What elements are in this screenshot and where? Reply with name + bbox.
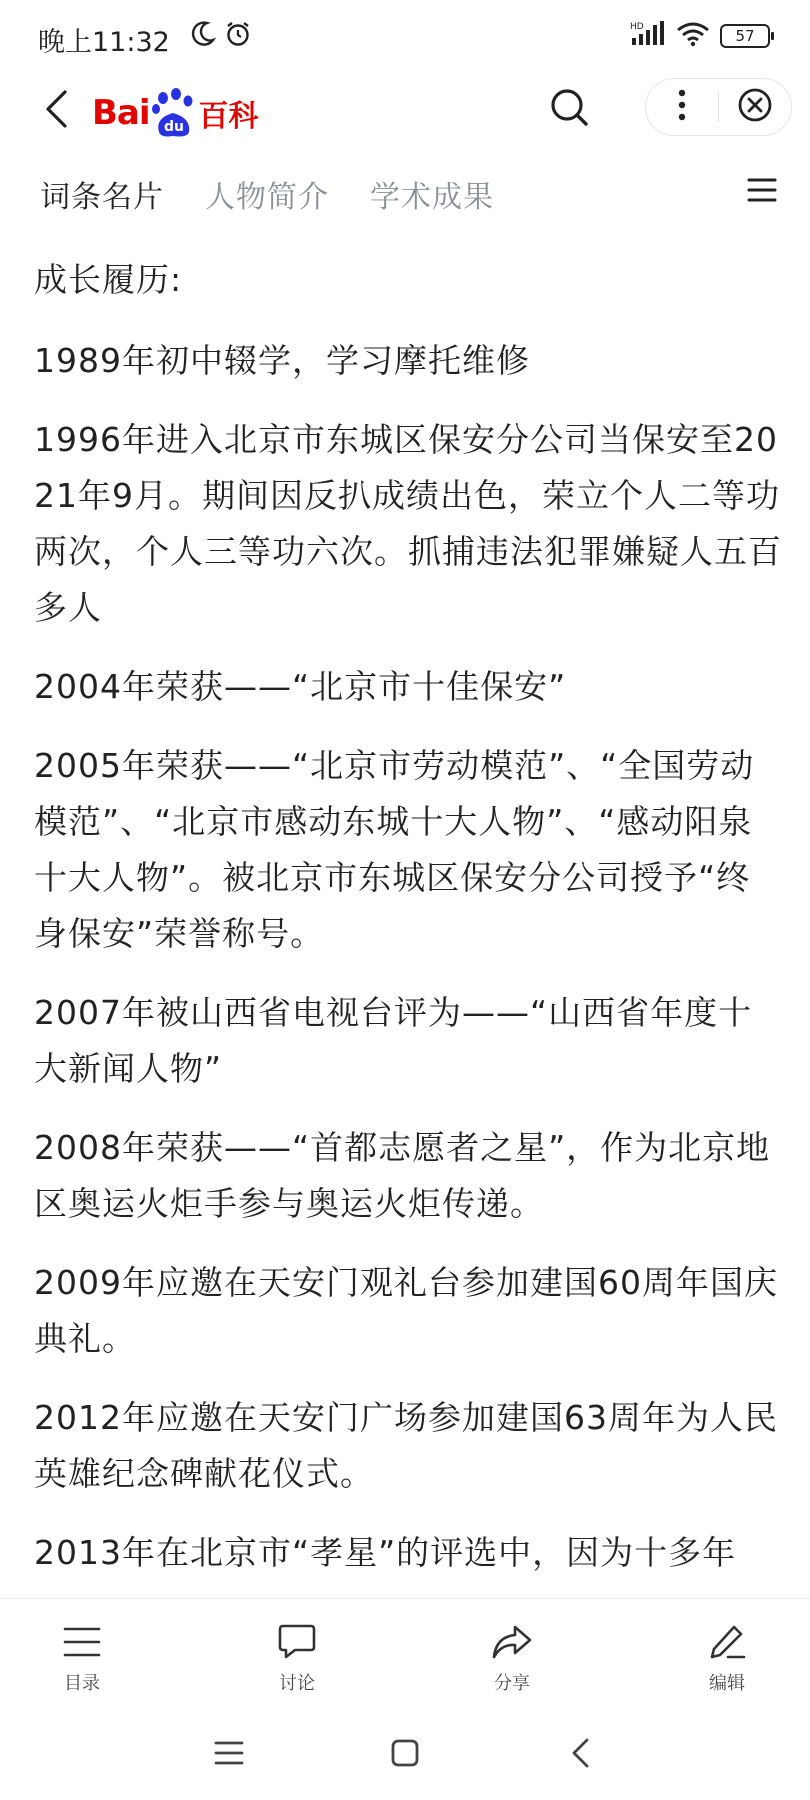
share-label: 分享 [494, 1673, 530, 1694]
tab-academic[interactable]: 学术成果 [370, 180, 494, 215]
paragraph: 2013年在北京市“孝星”的评选中，因为十多年 [34, 1533, 737, 1572]
edit-button[interactable] [682, 1621, 772, 1695]
edit-label: 编辑 [709, 1673, 745, 1694]
share-button[interactable] [467, 1621, 557, 1695]
paragraph: 2008年荣获——“首都志愿者之星”，作为北京地区奥运火炬手参与奥运火炬传递。 [34, 1128, 771, 1223]
home-button[interactable] [380, 1732, 430, 1778]
paragraph: 1996年进入北京市东城区保安分公司当保安至2021年9月。期间因反扒成绩出色，荣立个人二等功两次，个人三等功六次。抓捕违法犯罪嫌疑人五百多人 [34, 420, 782, 627]
alarm-icon [224, 20, 252, 52]
article-content [34, 252, 782, 1592]
signal-icon [630, 20, 666, 52]
status-time: 晚上11:32 [38, 27, 170, 58]
tab-bar [0, 172, 810, 222]
chevron-left-icon [570, 1737, 592, 1773]
toc-label: 目录 [64, 1673, 100, 1694]
wifi-icon [676, 21, 710, 51]
discuss-button[interactable] [252, 1621, 342, 1695]
close-button[interactable] [719, 78, 791, 136]
search-icon [549, 87, 589, 131]
back-button[interactable] [36, 86, 76, 136]
close-circle-icon [737, 87, 773, 127]
baidu-baike-logo [92, 86, 259, 140]
paragraph: 1989年初中辍学，学习摩托维修 [34, 341, 530, 380]
paragraph: 2012年应邀在天安门广场参加建国63周年为人民英雄纪念碑献花仪式。 [34, 1398, 778, 1493]
recents-button[interactable] [204, 1732, 254, 1778]
menu-lines-icon [214, 1740, 244, 1770]
discuss-label: 讨论 [279, 1673, 315, 1694]
battery-indicator: 57 [720, 24, 770, 48]
svg-text:du: du [163, 119, 184, 135]
toc-button[interactable] [37, 1621, 127, 1695]
app-header [0, 72, 810, 172]
search-button[interactable] [544, 84, 594, 134]
tab-entry-card[interactable]: 词条名片 [40, 180, 164, 215]
list-icon [37, 1621, 127, 1663]
paragraph: 2007年被山西省电视台评为——“山西省年度十大新闻人物” [34, 993, 753, 1088]
share-icon [467, 1621, 557, 1663]
logo-text-left: Bai [92, 93, 150, 133]
bottom-toolbar [0, 1598, 810, 1708]
system-back-button[interactable] [556, 1732, 606, 1778]
more-button[interactable] [646, 78, 718, 136]
moon-icon [190, 20, 216, 52]
mini-program-capsule [645, 78, 792, 136]
tab-profile[interactable]: 人物简介 [205, 180, 329, 215]
logo-text-right: 百科 [198, 99, 259, 134]
paragraph: 2009年应邀在天安门观礼台参加建国60周年国庆典礼。 [34, 1263, 778, 1358]
square-icon [390, 1738, 420, 1772]
more-vertical-icon [678, 89, 686, 125]
paragraph: 2004年荣获——“北京市十佳保安” [34, 667, 567, 706]
svg-text:HD: HD [630, 22, 644, 32]
section-heading: 成长履历: [34, 260, 183, 299]
paragraph: 2005年荣获——“北京市劳动模范”、“全国劳动模范”、“北京市感动东城十大人物”、“感动阳泉十大人物”。被北京市东城区保安分公司授予“终身保安”荣誉称号。 [34, 746, 755, 953]
pencil-icon [682, 1621, 772, 1663]
hamburger-icon [747, 177, 777, 207]
system-nav-bar [0, 1710, 810, 1800]
paw-icon [151, 88, 197, 138]
chevron-left-icon [43, 89, 69, 133]
menu-button[interactable] [744, 172, 780, 212]
status-bar [0, 0, 810, 72]
comment-icon [252, 1621, 342, 1663]
